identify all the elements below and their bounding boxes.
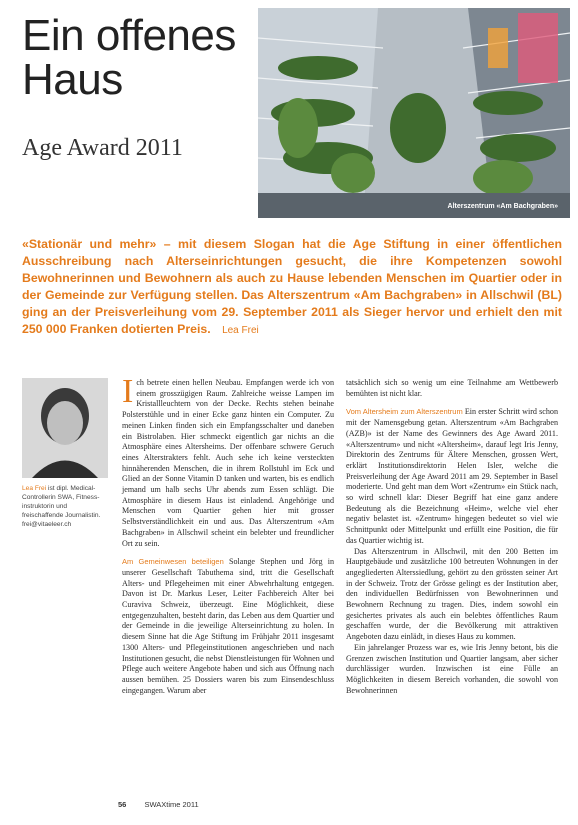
title-line-2: Haus — [22, 55, 123, 104]
drop-cap: I — [122, 373, 134, 410]
article-column-1 — [122, 373, 334, 696]
article-column-2 — [346, 378, 558, 696]
subheading: Vom Altersheim zum Alterszentrum — [346, 407, 463, 417]
hero-photo — [258, 8, 570, 218]
paragraph — [122, 373, 334, 549]
paragraph — [122, 557, 334, 696]
paragraph-text: Ein jahrelanger Prozess war es, wie Iris Jenny betont, bis die Grenzen zwischen Institution und Quartier langsam, aber sicher durchlässiger wurden. Inzwischen ist eine Fülle an Möglichkeiten in diesem Bereich vorhanden, die sowohl von Bewohnerinnen — [346, 642, 558, 695]
page-footer — [118, 800, 199, 809]
paragraph-text: Ein erster Schritt wird schon mit der Namensgebung getan. Alterszentrum «Am Bachgraben (AZB)» ist der Name des Gewinners des Age Award 2011. «Alterszentrum» und nicht «Altersheim», darauf legt Iris Jenny, Direktorin des Zentrums für Ältere Menschen, grossen Wert, erklärt Institutionsdirektorin Helen Isler, welche die Preisverleihung der Age Award 2011 am 29. September in Basel moderierte. Und geht man dem Wort «Zentrum» ein Stück nach, so wird schnell klar: Dieser Begriff hat eine ganz andere Bedeutung als die Bezeichnung «Heim», welche viel eher negativ belastet ist. «Zentrum» hingegen bedeutet so viel wie Schnittpunkt oder Mittelpunkt und erfüllt eine Position, die für das Quartier wichtig ist. — [346, 407, 558, 545]
paragraph-text: Das Alterszentrum in Allschwil, mit den 200 Betten im Hauptgebäude und zusätzliche 100 betreuten Wohnungen in der angegliederten Alterssiedlung, gehört zu den grössten seiner Art in der Schweiz. Trotz der Grösse gelingt es der Institution aber, den individuellen Bedürfnissen von Bewohnerinnen und Bewohnern Rechnung zu tragen. Dies, indem sowohl ein gesichertes privates als auch ein belebtes öffentliches Raum geschaffen wurde, der die Bevölkerung mit attraktiven Angeboten dazu einlädt, in dieses Haus zu kommen. — [346, 546, 558, 642]
portrait-illustration — [22, 378, 108, 478]
paragraph-text: Solange Stephen und Jörg in unserer Gesellschaft Tabuthema sind, tritt die Gesellschaft Alters- und Pflegeheimen mit einer Abwehrhaltung entgegen. Davon ist Dr. Markus Leser, Leiter Fachbereich Alter bei Curaviva Schweiz, überzeugt. Eine Möglichkeit, diese entgegenzuhalten, besteht darin, das Leben aus dem Quartier und der Gemeinde in die jeweilige Alterseinrichtung zu holen. In diesem Sinne hat die Age Stiftung im Frühjahr 2011 insgesamt 1300 Alters- und Pflegeinstitutionen angeschrieben und nach Institutionen gesucht, die nebst Dienstleistungen für Wohnen und Pflege auch weitere Angebote haben und sich aus Öffnung nach aussen bemühen. 25 Dossiers waren bis zum Einsendeschluss eingegangen. Warum aber — [122, 557, 334, 695]
building-illustration — [258, 8, 570, 218]
author-portrait — [22, 378, 108, 478]
subheading: Am Gemeinwesen beteiligen — [122, 557, 224, 567]
lead-paragraph — [22, 236, 562, 339]
portrait-bio: ist dipl. Medical-Controllerin SWA, Fitness-instruktorin und freischaffende Journalistin. frei@vitaeleer.ch — [22, 485, 101, 528]
page-title — [22, 11, 272, 104]
page-number: 56 — [118, 800, 127, 809]
paragraph-text: ch betrete einen hellen Neubau. Empfangen werde ich von einem grosszügigen Raum. Zahlreiche weisse Lampen im Kristallleuchtern von der Decke. Rechts stehen beinahe Polsterstühle und in einer Ecke ganz hinten ein Computer. Zu meinen Linken finden sich ein Empfangsschalter und daneben ein Bistrolaben. Hier schmeckt eigentlich gar nichts an die Atmosphäre eines Altersheims. Der offenbare schwere Geruch eines Alterstrakters fehlt. Auch sehe ich keine versteckten hinnäherenden Menschen, die in ihrem Rollstuhl im Eck und Glied an der Sonne Vitamin D tanken und warten, bis es endlich jemand um halb sechs Uhr abends zum Essen schlägt. Die Atmosphäre in diesem Haus ist einladend. Angehörige und Menschen vom Quartier gehen hier mit grosser Selbstverständlichkeit ein und aus. Das Alterszentrum «Am Bachgraben» in Allschwil scheint ein belebter und freundlicher Ort zu sein. — [122, 378, 334, 548]
portrait-name: Lea Frei — [22, 485, 47, 492]
lead-text: «Stationär und mehr» – mit diesem Slogan hat die Age Stiftung in einer öffentlichen Ausschreibung nach Alterseinrichtungen gesucht, die ihre Kompetenzen sowohl Bewohnerinnen und Bewohnern als auch zu Hause lebenden Menschen im Quartier oder in der Gemeinde zur Verfügung stellen. Das Alterszentrum «Am Bachgraben» in Allschwil (BL) ging an der Preisverleihung vom 29. September 2011 als Sieger hervor und erhielt den mit 250 000 Franken dotierten Preis. — [22, 237, 562, 336]
hero-caption: Alterszentrum «Am Bachgraben» — [447, 203, 558, 210]
portrait-caption — [22, 484, 110, 529]
paragraph-text: tatsächlich sich so wenig um eine Teilnahme am Wettbewerb bemühten ist nicht klar. — [346, 378, 558, 398]
paragraph — [346, 407, 558, 546]
title-line-1: Ein offenes — [22, 11, 236, 60]
lead-author: Lea Frei — [222, 325, 259, 336]
magazine-name: SWAXtime 2011 — [144, 800, 199, 809]
page-subtitle: Age Award 2011 — [22, 135, 183, 161]
